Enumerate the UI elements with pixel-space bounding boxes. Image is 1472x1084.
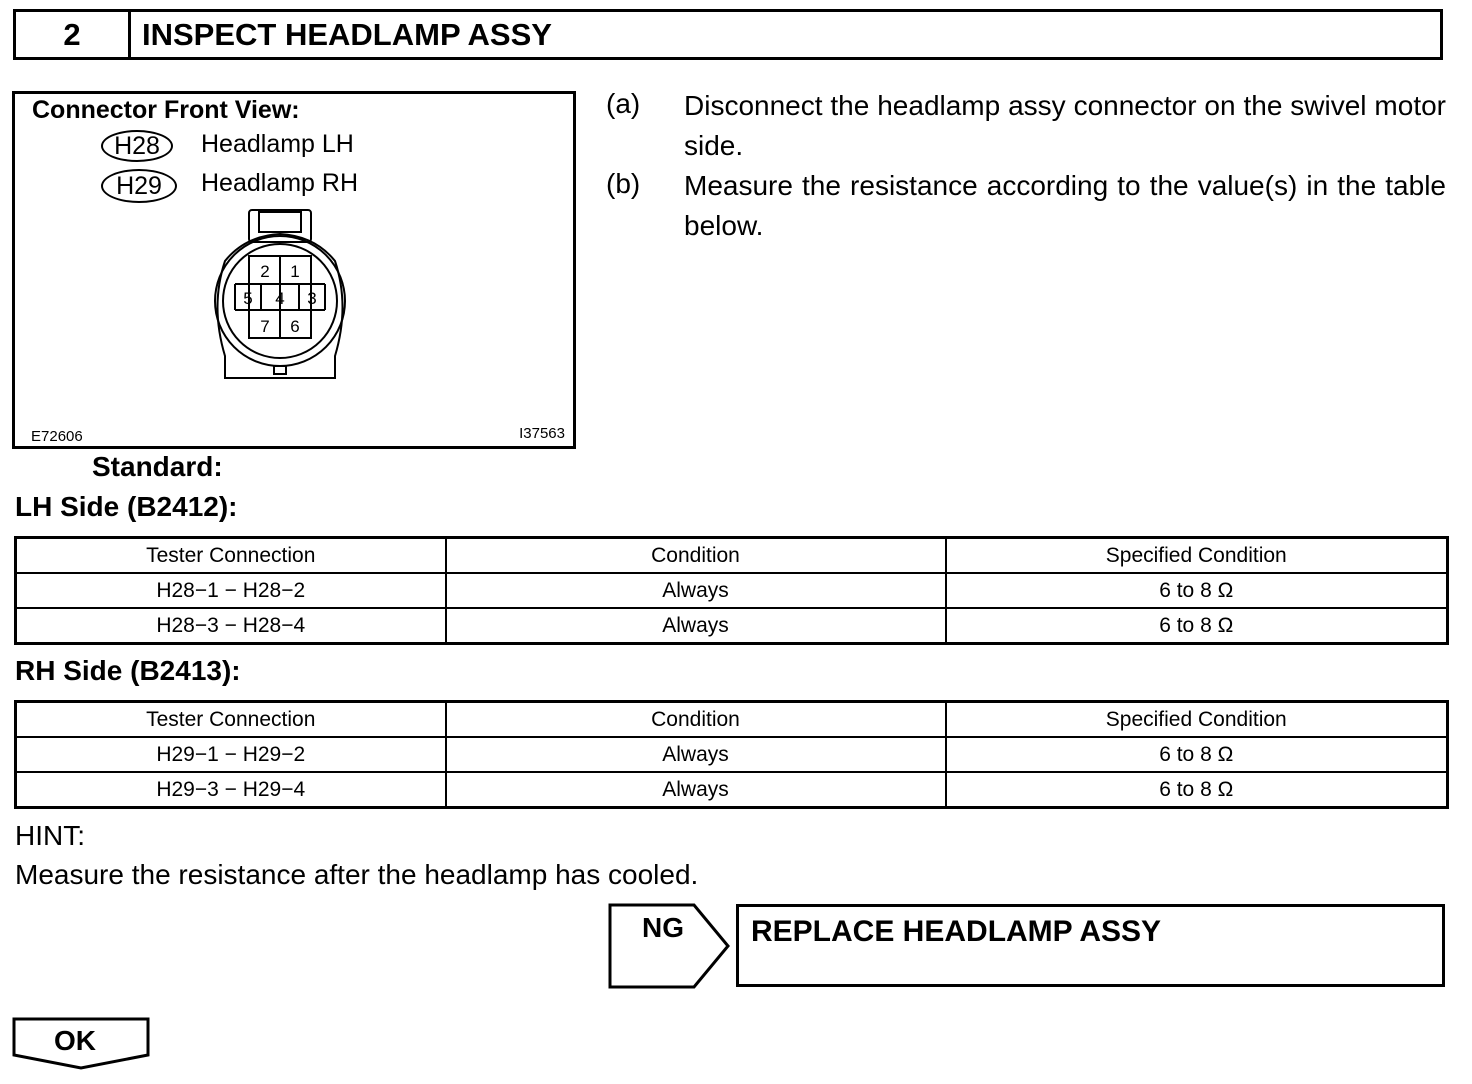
ng-label: NG [642,912,684,943]
table-cell: Always [446,608,946,644]
step-b-letter: (b) [606,168,641,199]
step-a-letter: (a) [606,88,641,119]
table-header-cell: Tester Connection [16,702,446,738]
connector-code-h29: H29 [101,169,177,203]
table-cell: 6 to 8 Ω [946,737,1448,772]
table-cell: Always [446,573,946,608]
rh-spec-table [14,700,1449,809]
pin-3: 3 [307,289,317,308]
step-header [13,9,1443,60]
table-cell: Always [446,772,946,808]
table-cell: H29−3 − H29−4 [16,772,446,808]
table-header-cell: Condition [446,702,946,738]
table-header-cell: Tester Connection [16,538,446,574]
pin-6: 6 [290,317,300,336]
step-title: INSPECT HEADLAMP ASSY [142,17,552,52]
table-row [16,772,1448,808]
table-header-cell: Specified Condition [946,538,1448,574]
hint-label: HINT: [15,820,85,851]
table-header-row [16,702,1448,738]
figure-code-left: E72606 [31,428,83,445]
table-row [16,737,1448,772]
step-a-text: Disconnect the headlamp assy connector on the swivel motor side. [684,90,1446,161]
pin-1: 1 [290,262,300,281]
table-cell: H28−1 − H28−2 [16,573,446,608]
lh-spec-table [14,536,1449,645]
step-number: 2 [16,12,131,57]
step-b-text: Measure the resistance according to the value(s) in the table below. [684,170,1446,241]
pin-2: 2 [260,262,270,281]
connector-figure [12,91,576,449]
table-cell: H28−3 − H28−4 [16,608,446,644]
table-header-row [16,538,1448,574]
table-cell: 6 to 8 Ω [946,772,1448,808]
standard-label: Standard: [92,451,223,482]
lh-table-title: LH Side (B2412): [15,491,238,522]
figure-title: Connector Front View: [32,96,300,124]
table-header-cell: Condition [446,538,946,574]
figure-code-right: I37563 [519,425,565,442]
pin-4: 4 [275,289,285,308]
table-cell: Always [446,737,946,772]
connector-code-h28: H28 [101,130,173,162]
connector-label-h28: Headlamp LH [201,130,354,158]
ng-result-box [736,904,1445,987]
table-header-cell: Specified Condition [946,702,1448,738]
pin-7: 7 [260,317,270,336]
table-row [16,608,1448,644]
hint-text: Measure the resistance after the headlamp has cooled. [15,859,699,890]
connector-front-view-drawing [205,206,355,391]
pin-5: 5 [243,289,253,308]
table-cell: H29−1 − H29−2 [16,737,446,772]
ok-label: OK [54,1025,96,1056]
rh-table-title: RH Side (B2413): [15,655,241,686]
connector-label-h29: Headlamp RH [201,169,359,197]
table-row [16,573,1448,608]
table-cell: 6 to 8 Ω [946,573,1448,608]
ng-action-text: REPLACE HEADLAMP ASSY [751,915,1162,948]
table-cell: 6 to 8 Ω [946,608,1448,644]
